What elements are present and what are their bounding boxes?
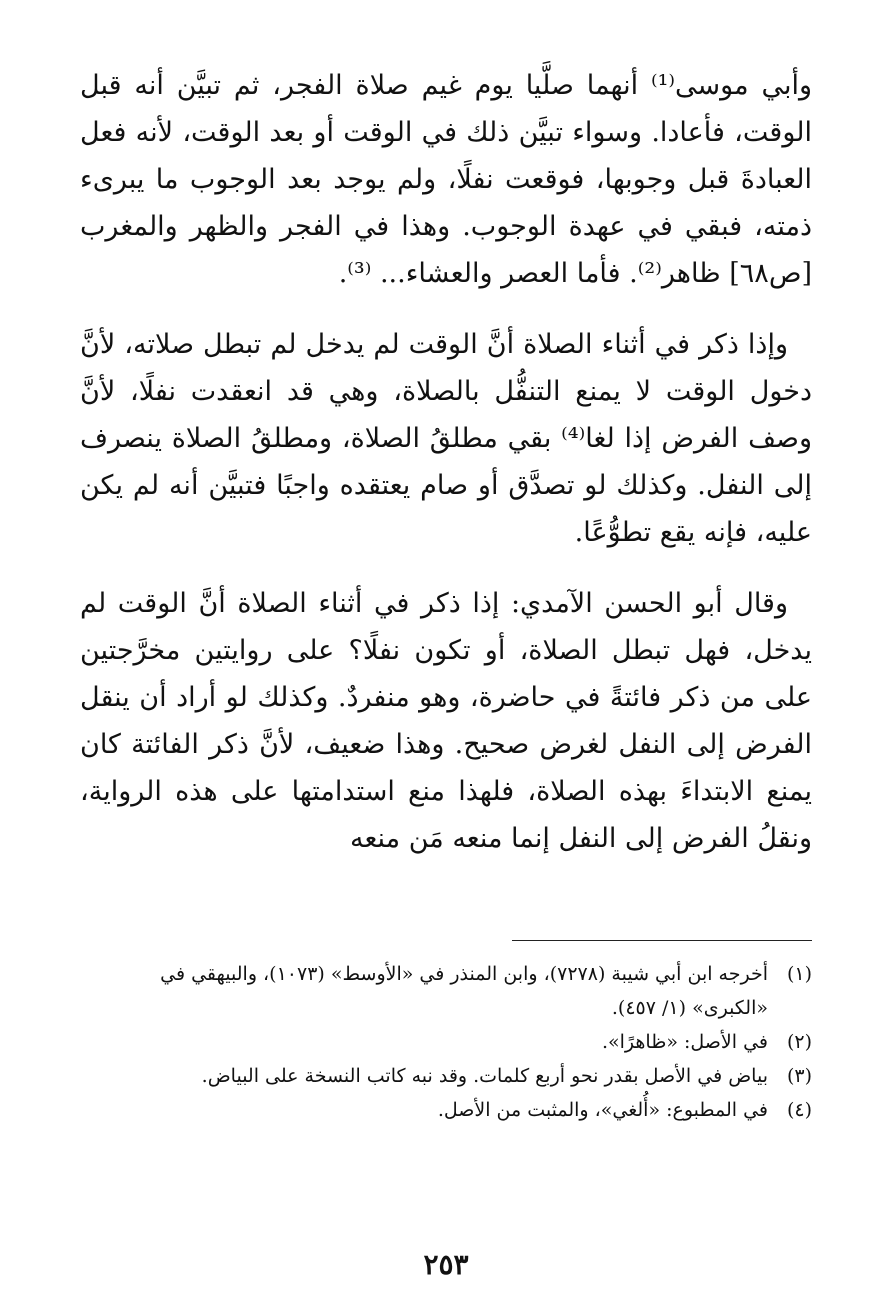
page-number: ٢٥٣ (423, 1248, 469, 1281)
footnote-text: في الأصل: «ظاهرًا». (601, 1031, 768, 1053)
footnote-2 (80, 1025, 812, 1059)
footnote-text: أخرجه ابن أبي شيبة (٧٢٧٨)، وابن المنذر في «الأوسط» (١٠٧٣)، والبيهقي في «الكبرى» (١/ ٤٥٧). (160, 963, 768, 1019)
footnote-number: (١) (786, 963, 812, 985)
footnote-1 (80, 957, 812, 1025)
book-page (80, 62, 812, 1290)
paragraph-1: وأبي موسى⁽¹⁾ أنهما صلَّيا يوم غيم صلاة الفجر، ثم تبيَّن أنه قبل الوقت، فأعادا. وسواء تبيَّن ذلك في الوقت أو بعد الوقت، لأنه فعل العبادةَ قبل وجوبها، فوقعت نفلًا، ولم يوجد بعد الوجوب ما يبرىء ذمته، فبقي في عهدة الوجوب. وهذا في الفجر والظهر والمغرب [ص٦٨] ظاهر⁽²⁾. فأما العصر والعشاء... ⁽³⁾. (80, 70, 813, 289)
paragraph-3: وقال أبو الحسن الآمدي: إذا ذكر في أثناء الصلاة أنَّ الوقت لم يدخل، فهل تبطل الصلاة، أو تكون نفلًا؟ على روايتين مخرَّجتين على من ذكر فائتةً في حاضرة، وهو منفردٌ. وكذلك لو أراد أن ينقل الفرض إلى النفل لغرض صحيح. وهذا ضعيف، لأنَّ ذكر الفائتة كان يمنع الابتداءَ بهذه الصلاة، فلهذا منع استدامتها على هذه الرواية، ونقلُ الفرض إلى النفل إنما منعه مَن منعه (80, 588, 812, 854)
footnote-divider (512, 940, 812, 941)
footnote-number: (٢) (786, 1031, 812, 1053)
footnote-text: بياض في الأصل بقدر نحو أربع كلمات. وقد نبه كاتب النسخة على البياض. (201, 1065, 768, 1087)
paragraph-2: وإذا ذكر في أثناء الصلاة أنَّ الوقت لم يدخل لم تبطل صلاته، لأنَّ دخول الوقت لا يمنع التنفُّل بالصلاة، وهي قد انعقدت نفلًا، لأنَّ وصف الفرض إذا لغا⁽⁴⁾ بقي مطلقُ الصلاة، ومطلقُ الصلاة ينصرف إلى النفل. وكذلك لو تصدَّق أو صام يعتقده واجبًا فتبيَّن أنه لم يكن عليه، فإنه يقع تطوُّعًا. (80, 329, 812, 548)
footnote-number: (٤) (786, 1099, 812, 1121)
footnote-text: في المطبوع: «أُلغي»، والمثبت من الأصل. (437, 1099, 768, 1121)
footnote-4 (80, 1093, 812, 1127)
footnote-number: (٣) (786, 1065, 812, 1087)
footnotes-section (80, 940, 812, 1127)
footnote-3 (80, 1059, 812, 1093)
